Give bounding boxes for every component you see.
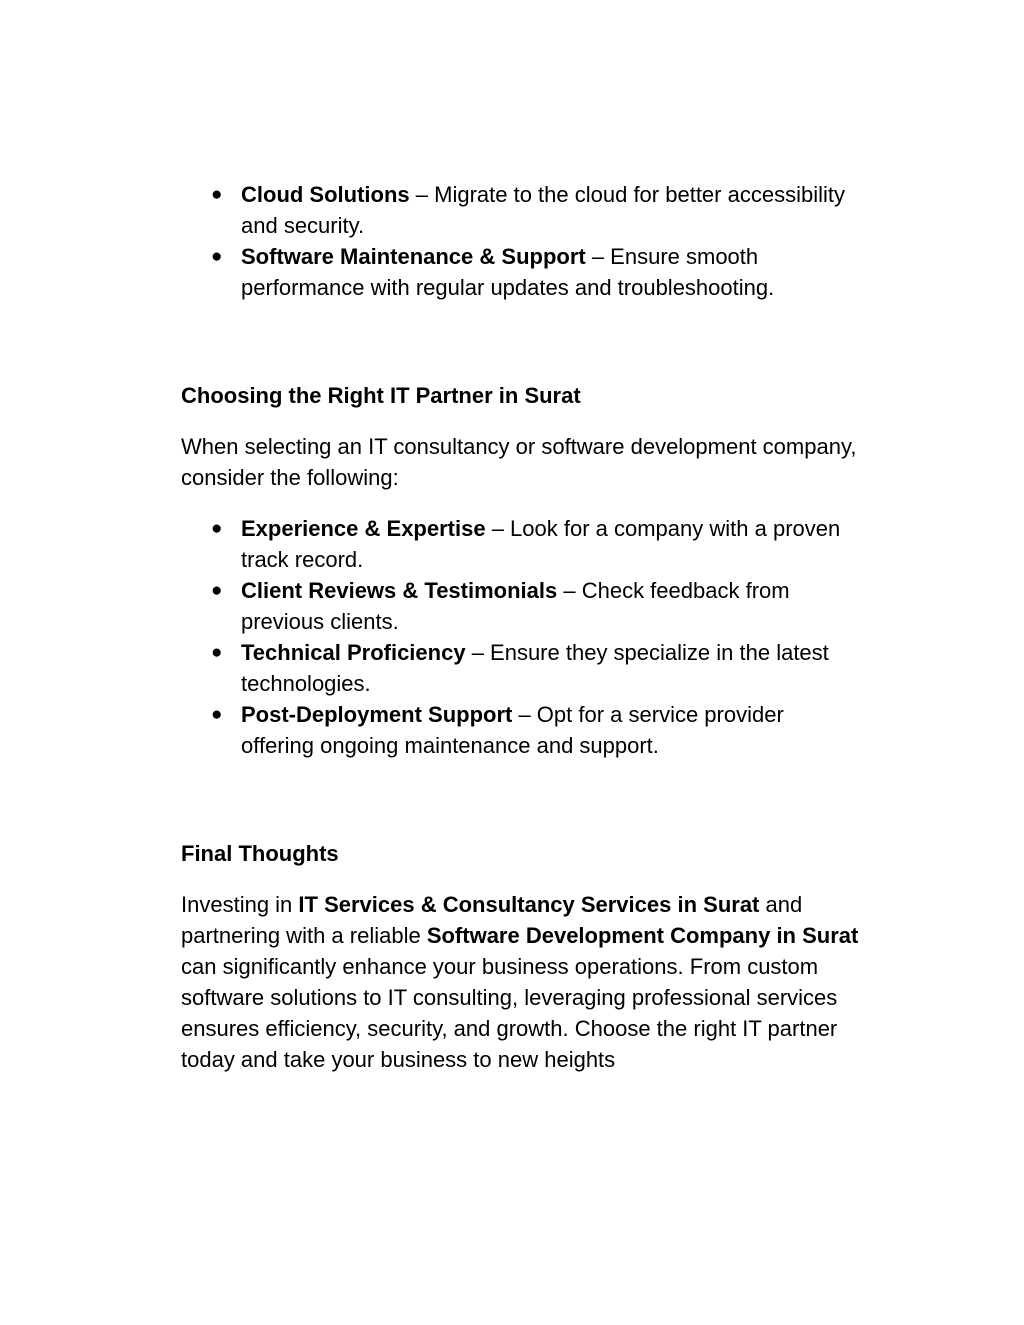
list-item-desc: – Migrate to the cloud for better accessibility and security. xyxy=(241,182,845,238)
list-item xyxy=(181,179,861,241)
list-item-term: Client Reviews & Testimonials xyxy=(241,578,558,603)
paragraph-bold-text: Software Development Company in Surat xyxy=(426,923,859,948)
services-list xyxy=(181,179,861,303)
section-heading-final-thoughts: Final Thoughts xyxy=(181,841,339,866)
paragraph-text: Investing in xyxy=(181,892,299,917)
bullet-icon: ● xyxy=(211,704,223,725)
list-item xyxy=(181,637,861,699)
list-item-term: Cloud Solutions xyxy=(241,182,410,207)
list-item-term: Post-Deployment Support xyxy=(241,702,513,727)
list-item-term: Software Maintenance & Support xyxy=(241,244,586,269)
list-item-term: Technical Proficiency xyxy=(241,640,466,665)
bullet-icon: ● xyxy=(211,580,223,601)
final-thoughts-paragraph xyxy=(181,889,861,1075)
paragraph-bold-text: IT Services & Consultancy Services in Surat xyxy=(298,892,760,917)
document-content xyxy=(181,179,861,1075)
bullet-icon: ● xyxy=(211,246,223,267)
list-item-term: Experience & Expertise xyxy=(241,516,486,541)
list-item-desc: – Opt for a service provider offering ongoing maintenance and support. xyxy=(241,702,784,758)
list-item-desc: – Look for a company with a proven track record. xyxy=(241,516,841,572)
list-item-desc: – Ensure smooth performance with regular updates and troubleshooting. xyxy=(241,244,775,300)
section-intro-paragraph: When selecting an IT consultancy or software development company, consider the following: xyxy=(181,434,857,490)
list-item-desc: – Check feedback from previous clients. xyxy=(241,578,790,634)
bullet-icon: ● xyxy=(211,518,223,539)
section-heading-choosing-partner: Choosing the Right IT Partner in Surat xyxy=(181,383,581,408)
list-item-desc: – Ensure they specialize in the latest technologies. xyxy=(241,640,829,696)
bullet-icon: ● xyxy=(211,642,223,663)
list-item xyxy=(181,513,861,575)
paragraph-text: and partnering with a reliable xyxy=(181,892,803,948)
criteria-list xyxy=(181,513,861,761)
bullet-icon: ● xyxy=(211,184,223,205)
list-item xyxy=(181,241,861,303)
list-item xyxy=(181,575,861,637)
paragraph-text: can significantly enhance your business operations. From custom software solutions to IT consulting, leveraging professional services ensures efficiency, security, and growth. Choose the right IT partner today and take your business to new heights xyxy=(181,954,838,1072)
list-item xyxy=(181,699,861,761)
